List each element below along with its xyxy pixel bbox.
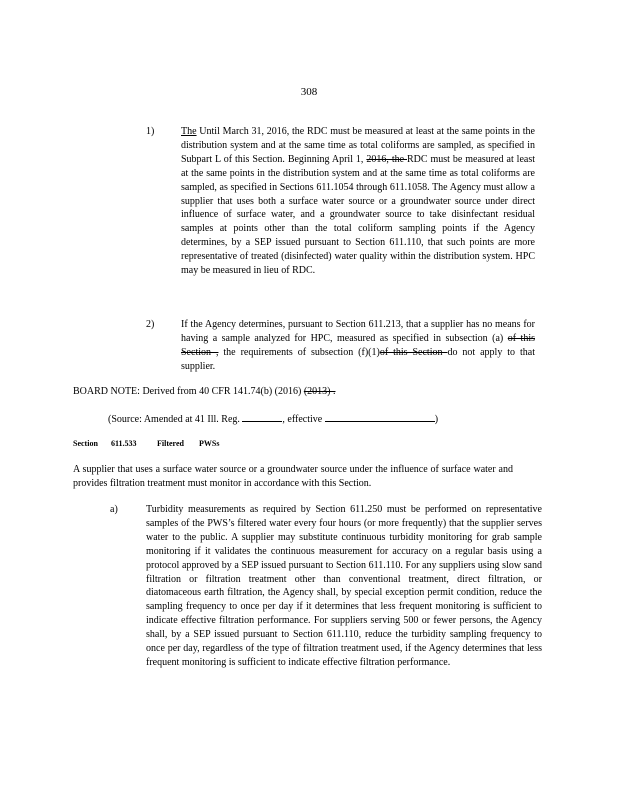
source-suffix: ) — [434, 414, 439, 425]
item-2-deleted-text-1: of this Section , — [181, 332, 535, 358]
item-a-label: a) — [110, 504, 118, 515]
section-heading — [73, 439, 219, 448]
source-line — [108, 411, 548, 427]
effective-date-blank — [325, 411, 435, 422]
board-note-text: BOARD NOTE: Derived from 40 CFR 141.74(b) (2016) — [73, 386, 304, 397]
source-prefix: (Source: Amended at 41 Ill. Reg. — [108, 414, 240, 425]
item-1-text-a: Until March 31, 2016, the RDC must be measured at least at the same points in the distribution system and at the same time as total coliforms are sampled, as specified in Subpart L of this Section. Beginning April 1, — [181, 126, 535, 165]
item-2-paragraph — [181, 318, 535, 374]
item-2-text-b: the requirements of subsection (f)(1) — [218, 346, 380, 358]
register-blank — [242, 411, 282, 422]
section-word: Section — [73, 439, 98, 448]
source-middle: , effective — [282, 414, 323, 425]
item-1-label: 1) — [146, 126, 155, 137]
item-2-deleted-text-2: of this Section — [379, 346, 448, 358]
page-number: 308 — [300, 86, 318, 98]
item-a-paragraph: Turbidity measurements as required by Section 611.250 must be performed on representative samples of the PWS’s filtered water every four hours (or more frequently) that the supplier serves water to the public. A supplier may substitute continuous turbidity monitoring for grab sample monitoring if it validates the continuous measurement for accuracy on a regular basis using a protocol approved by a SEP issued pursuant to Section 611.110. For any suppliers using slow sand filtration or filtration treatment other than conventional treatment, direct filtration, or diatomaceous earth filtration, the Agency shall, by special exception permit condition, reduce the sampling frequency to once per day if it determines that less frequent monitoring is sufficient to indicate effective filtration performance. For suppliers serving 500 or fewer persons, the Agency shall, by a SEP issued pursuant to Section 611.110, reduce the turbidity sampling frequency to once per day, regardless of the type of filtration treatment used, if the Agency determines that less frequent monitoring is sufficient to indicate effective filtration performance. — [146, 504, 542, 668]
item-1-inserted-text: The — [181, 126, 197, 137]
section-title-1: Filtered — [157, 439, 184, 448]
section-title-2: PWSs — [199, 439, 220, 448]
board-note-deleted: (2013) . — [303, 386, 336, 397]
intro-paragraph: A supplier that uses a surface water source or a groundwater source under the influence of surface water and provides filtration treatment must monitor in accordance with this Section. — [73, 464, 513, 489]
item-1-deleted-text: 2016, the — [366, 153, 407, 165]
item-1-text-b: RDC must be measured at least at the same points in the distribution system and at the same time as total coliforms are sampled, as specified in Sections 611.1054 through 611.1058. The Agency must allow a supplier that uses both a surface water source or a groundwater source under direct influence of surface water, and a groundwater source to take disinfectant residual samples at points other than the total coliform sampling points if the Agency determines, by a SEP issued pursuant to Section 611.110, that such points are more representative of treated (disinfected) water quality within the distribution system. HPC may be measured in lieu of RDC. — [181, 153, 535, 277]
board-note — [73, 385, 543, 399]
section-number: 611.533 — [111, 439, 137, 448]
item-2-text-a: If the Agency determines, pursuant to Section 611.213, that a supplier has no means for having a sample analyzed for HPC, measured as specified in subsection (a) — [181, 319, 535, 344]
item-2-label: 2) — [146, 319, 155, 330]
item-2-text-c: do not apply to that supplier. — [181, 346, 535, 372]
item-1-paragraph — [181, 125, 535, 278]
